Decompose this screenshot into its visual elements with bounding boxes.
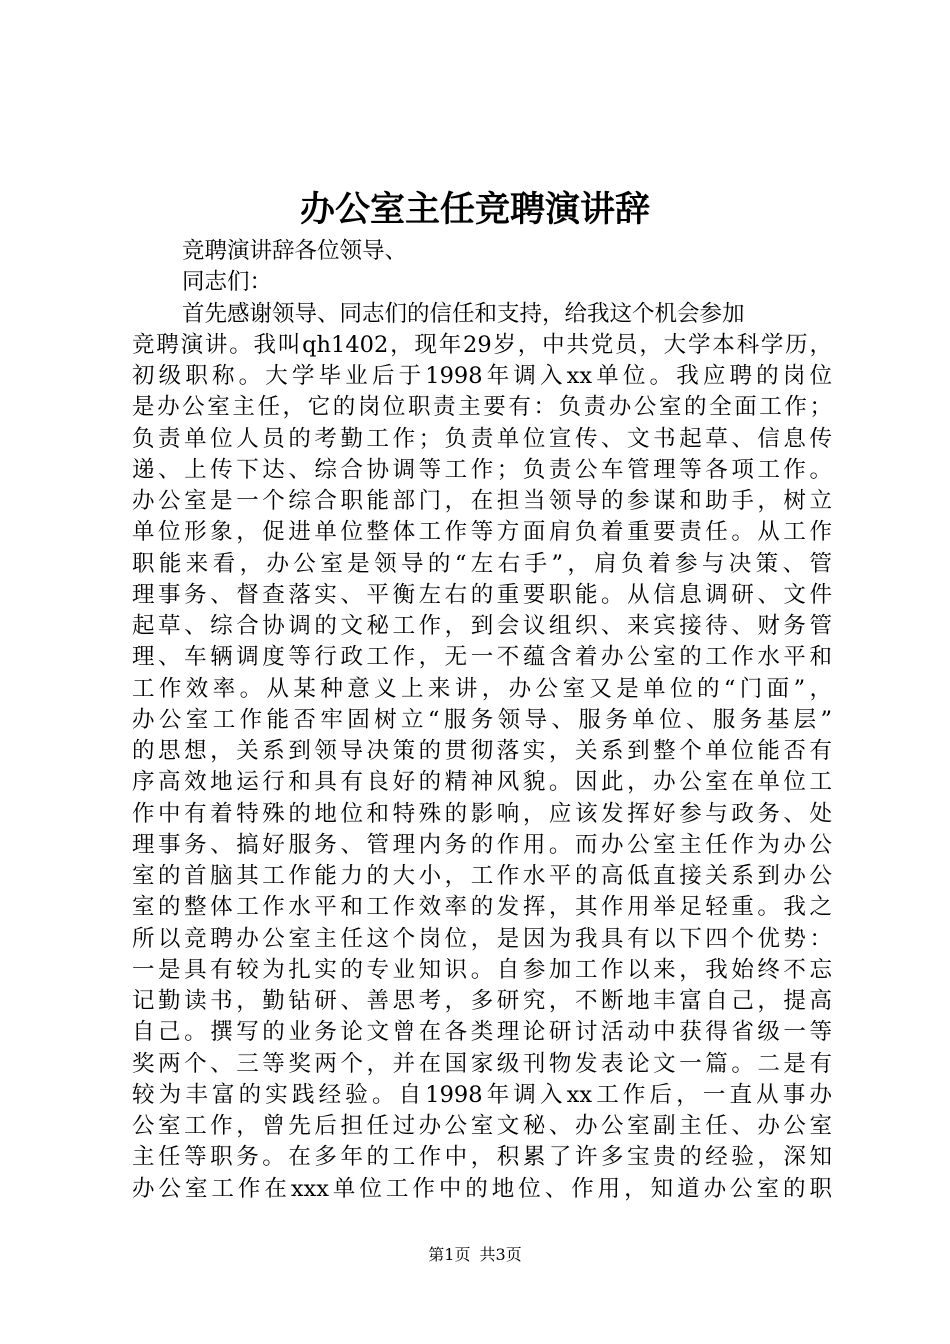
body-line: 竞聘演讲。我叫qh1402，现年29岁，中共党员，大学本科学历， [132,331,832,358]
body-line: 室的整体工作水平和工作效率的发挥，其作用举足轻重。我之 [132,894,832,921]
body-line: 单位形象，促进单位整体工作等方面肩负着重要责任。从工作 [132,519,832,546]
page-total: 共3页 [479,1245,522,1264]
body-line: 办公室工作能否牢固树立“服务领导、服务单位、服务基层” [132,706,832,733]
body-line: 奖两个、三等奖两个，并在国家级刊物发表论文一篇。二是有 [132,1050,832,1077]
body-line: 同志们： [182,269,273,296]
body-line: 室的首脑其工作能力的大小，工作水平的高低直接关系到办公 [132,863,832,889]
body-line: 首先感谢领导、同志们的信任和支持，给我这个机会参加 [182,300,745,327]
document-body [132,236,832,1205]
body-line: 理、车辆调度等行政工作，无一不蕴含着办公室的工作水平和 [132,644,832,671]
body-line: 初级职称。大学毕业后于1998年调入xx单位。我应聘的岗位 [132,363,832,389]
body-line: 自己。撰写的业务论文曾在各类理论研讨活动中获得省级一等 [132,1019,832,1046]
body-line: 办公室是一个综合职能部门，在担当领导的参谋和助手，树立 [132,488,832,514]
body-line: 记勤读书，勤钻研、善思考，多研究，不断地丰富自己，提高 [132,988,832,1014]
body-line: 职能来看，办公室是领导的“左右手”，肩负着参与决策、管 [132,550,832,577]
body-line: 主任等职务。在多年的工作中，积累了许多宝贵的经验，深知 [132,1144,832,1171]
body-line: 的思想，关系到领导决策的贯彻落实，关系到整个单位能否有 [132,738,832,764]
body-line: 竞聘演讲辞各位领导、 [182,238,408,264]
body-line: 理事务、搞好服务、管理内务的作用。而办公室主任作为办公 [132,831,832,858]
body-line: 办公室工作在xxx单位工作中的地位、作用，知道办公室的职 [132,1175,832,1202]
body-line: 是办公室主任，它的岗位职责主要有：负责办公室的全面工作； [132,394,832,421]
page-footer [0,1244,950,1266]
body-line: 一是具有较为扎实的专业知识。自参加工作以来，我始终不忘 [132,956,832,983]
body-line: 起草、综合协调的文秘工作，到会议组织、来宾接待、财务管 [132,613,832,639]
body-line: 序高效地运行和具有良好的精神风貌。因此，办公室在单位工 [132,769,832,796]
body-line: 递、上传下达、综合协调等工作；负责公车管理等各项工作。 [132,456,832,483]
page-number: 第1页 [428,1245,471,1264]
body-line: 所以竞聘办公室主任这个岗位，是因为我具有以下四个优势： [132,925,832,952]
body-line: 公室工作，曾先后担任过办公室文秘、办公室副主任、办公室 [132,1113,832,1139]
document-title: 办公室主任竞聘演讲辞 [299,189,650,230]
body-line: 理事务、督查落实、平衡左右的重要职能。从信息调研、文件 [132,581,832,608]
body-line: 工作效率。从某种意义上来讲，办公室又是单位的“门面”， [132,675,832,702]
body-line: 作中有着特殊的地位和特殊的影响，应该发挥好参与政务、处 [132,800,832,827]
body-line: 负责单位人员的考勤工作；负责单位宣传、文书起草、信息传 [132,425,832,452]
body-line: 较为丰富的实践经验。自1998年调入xx工作后，一直从事办 [132,1081,832,1108]
